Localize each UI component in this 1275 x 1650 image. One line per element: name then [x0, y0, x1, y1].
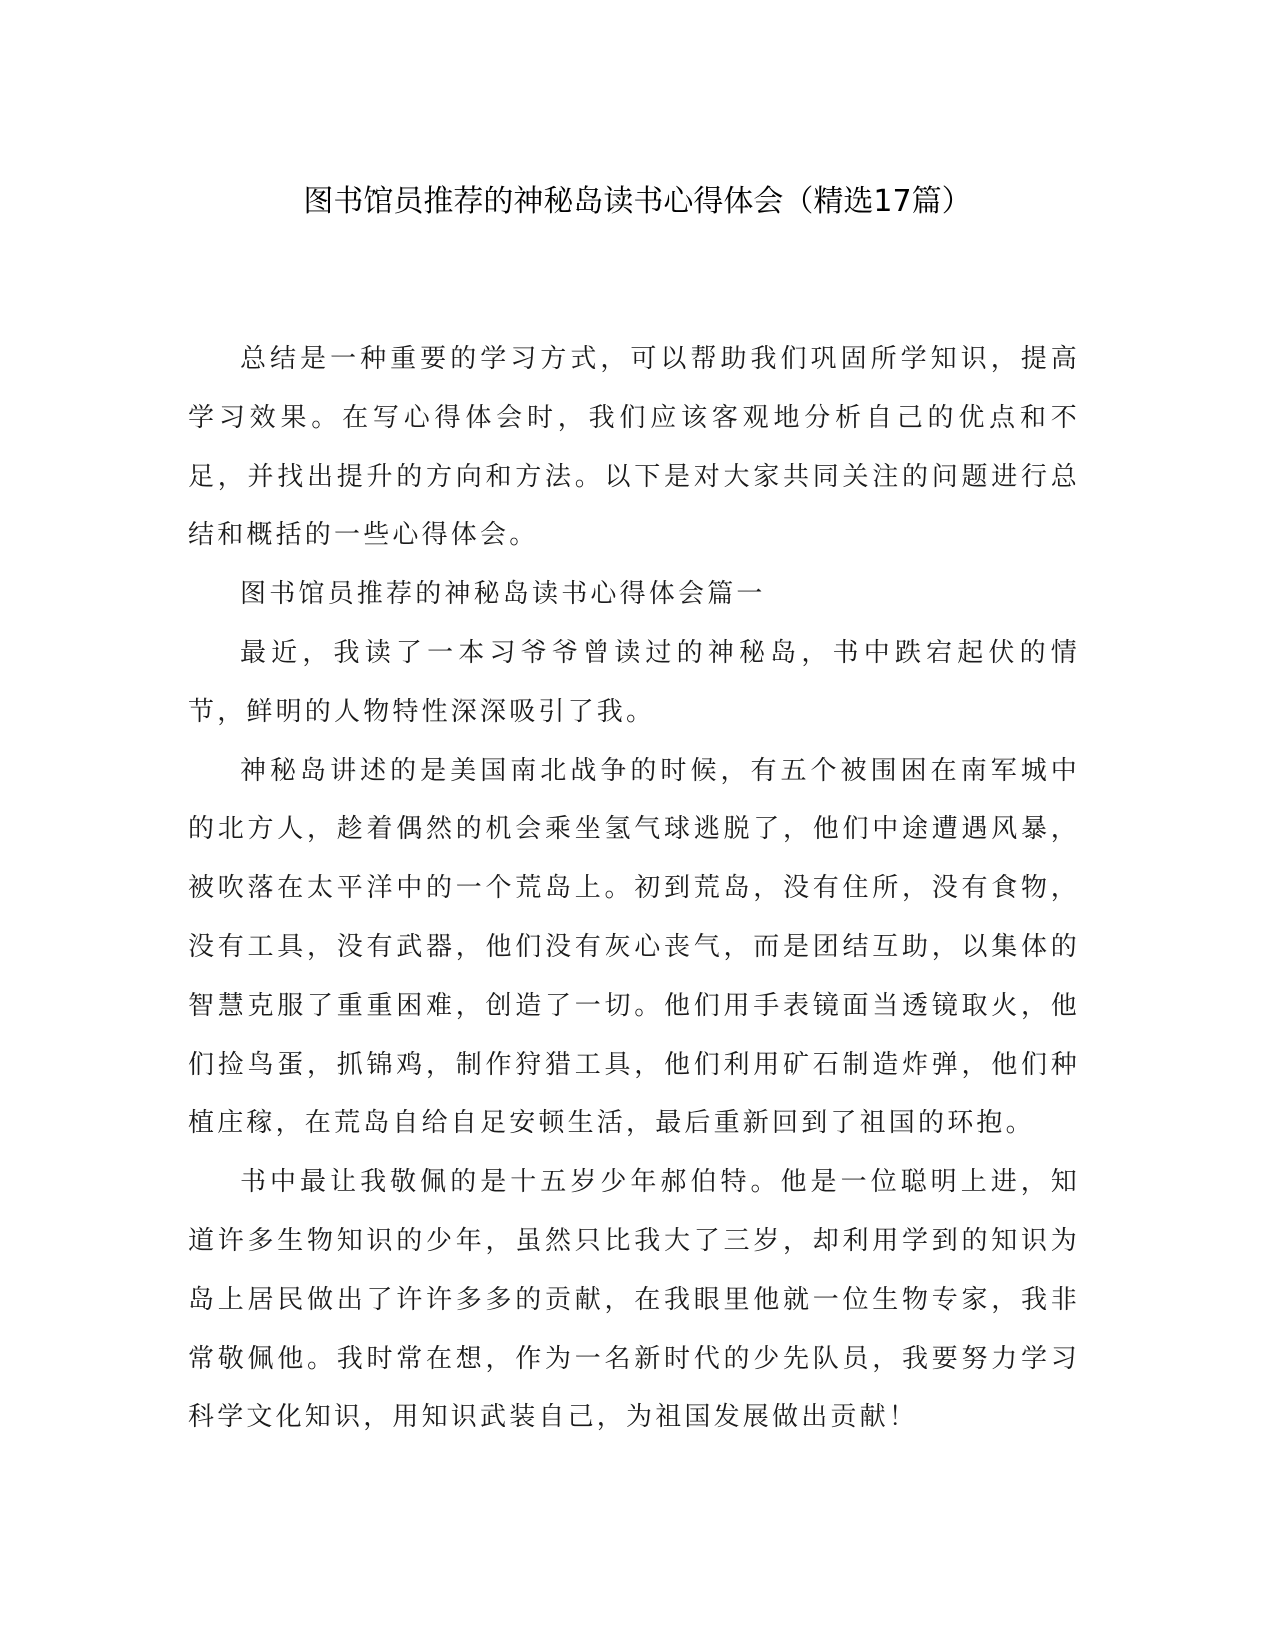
body-paragraph: 神秘岛讲述的是美国南北战争的时候，有五个被围困在南军城中的北方人，趁着偶然的机会乘坐氢气球逃脱了，他们中途遭遇风暴，被吹落在太平洋中的一个荒岛上。初到荒岛，没有住所，没有食物，没有工具，没有武器，他们没有灰心丧气，而是团结互助，以集体的智慧克服了重重困难，创造了一切。他们用手表镜面当透镜取火，他们捡鸟蛋，抓锦鸡，制作狩猎工具，他们利用矿石制造炸弹，他们种植庄稼，在荒岛自给自足安顿生活，最后重新回到了祖国的环抱。	[188, 755, 1080, 1139]
document-title: 图书馆员推荐的神秘岛读书心得体会（精选17篇）	[303, 184, 972, 219]
body-paragraph: 书中最让我敬佩的是十五岁少年郝伯特。他是一位聪明上进，知道许多生物知识的少年，虽然只比我大了三岁，却利用学到的知识为岛上居民做出了许许多多的贡献，在我眼里他就一位生物专家，我非常敬佩他。我时常在想，作为一名新时代的少先队员，我要努力学习科学文化知识，用知识武装自己，为祖国发展做出贡献！	[188, 1167, 1080, 1433]
document-body	[188, 330, 1080, 1447]
section-heading: 图书馆员推荐的神秘岛读书心得体会篇一	[240, 579, 766, 610]
intro-paragraph: 总结是一种重要的学习方式，可以帮助我们巩固所学知识，提高学习效果。在写心得体会时，我们应该客观地分析自己的优点和不足，并找出提升的方向和方法。以下是对大家共同关注的问题进行总结和概括的一些心得体会。	[188, 344, 1080, 551]
body-paragraph: 最近，我读了一本习爷爷曾读过的神秘岛，书中跌宕起伏的情节，鲜明的人物特性深深吸引了我。	[188, 637, 1080, 727]
